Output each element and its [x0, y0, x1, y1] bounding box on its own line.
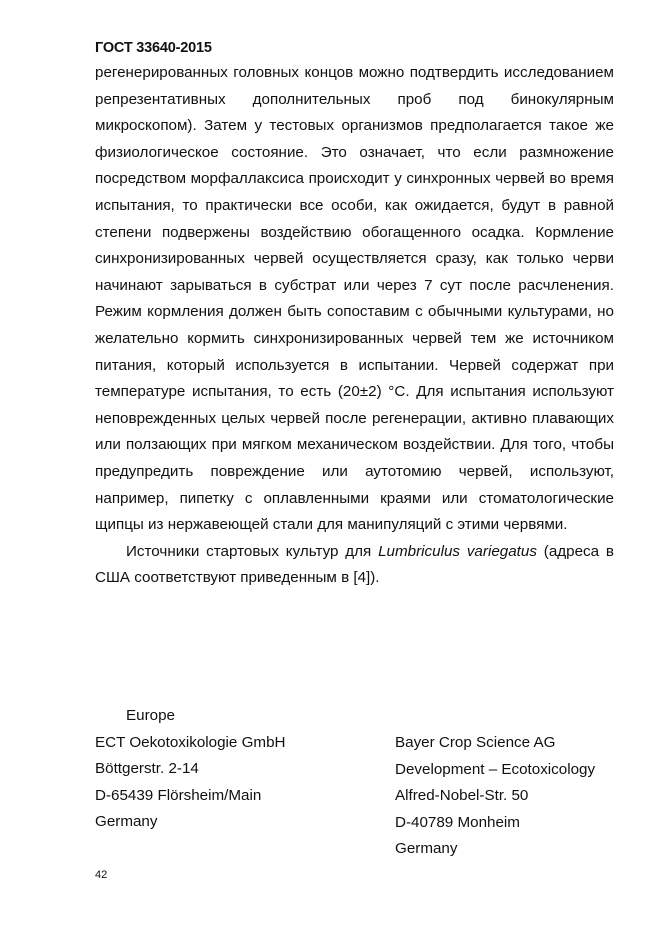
paragraph-feeding-procedure: регенерированных головных концов можно подтвердить исследованием репрезентативных дополнительных проб под бинокулярным микроскопом). Затем у тестовых организмов предполагается такое же физиологическое состояние. Это означает, что если размножение посредством морфаллаксиса происходит у синхронных червей во время испытания, то практически все особи, как ожидается, будут в равной степени подвержены воздействию обогащенного осадка. Кормление синхронизированных червей осуществляется сразу, как только черви начинают зарываться в субстрат или через 7 сут после расчленения. Режим кормления должен быть сопоставим с обычными культурами, но желательно кормить синхронизированных червей тем же источником питания, который используется в испытании. Червей содержат при температуре испытания, то есть (20±2) °С. Для испытания используют неповрежденных целых червей после регенерации, активно плавающих или ползающих при мягком механическом воздействии. Для того, чтобы предупредить повреждение или аутотомию червей, используют, например, пипетку с оплавленными краями или стоматологические щипцы из нержавеющей стали для манипуляций с этими червями.	[95, 64, 614, 534]
city-right: D-40789 Monheim	[395, 813, 520, 831]
page-number: 42	[95, 869, 108, 881]
paragraph-culture-sources	[95, 539, 614, 592]
country-right: Germany	[395, 840, 458, 858]
street-left: Böttgerstr. 2-14	[95, 760, 199, 778]
document-code-header: ГОСТ 33640-2015	[95, 40, 212, 56]
paragraph-text-start: Источники стартовых культур для	[126, 542, 379, 560]
region-label: Europe	[126, 707, 175, 724]
city-left: D-65439 Flörsheim/Main	[95, 786, 262, 804]
address-block-left	[95, 703, 285, 836]
org-name-left: ECT Oekotoxikologie GmbH	[95, 733, 286, 751]
main-body-text	[95, 60, 614, 592]
street-right: Alfred-Nobel-Str. 50	[395, 787, 529, 805]
org-name-right: Bayer Crop Science AG	[395, 734, 556, 751]
address-block-right	[395, 730, 595, 863]
department-right: Development – Ecotoxicology	[395, 760, 596, 778]
paragraph-text-end: (адреса в США соответствуют приведенным в [4]).	[95, 542, 615, 587]
country-left: Germany	[95, 813, 158, 831]
species-name: Lumbriculus variegatus	[378, 542, 537, 560]
